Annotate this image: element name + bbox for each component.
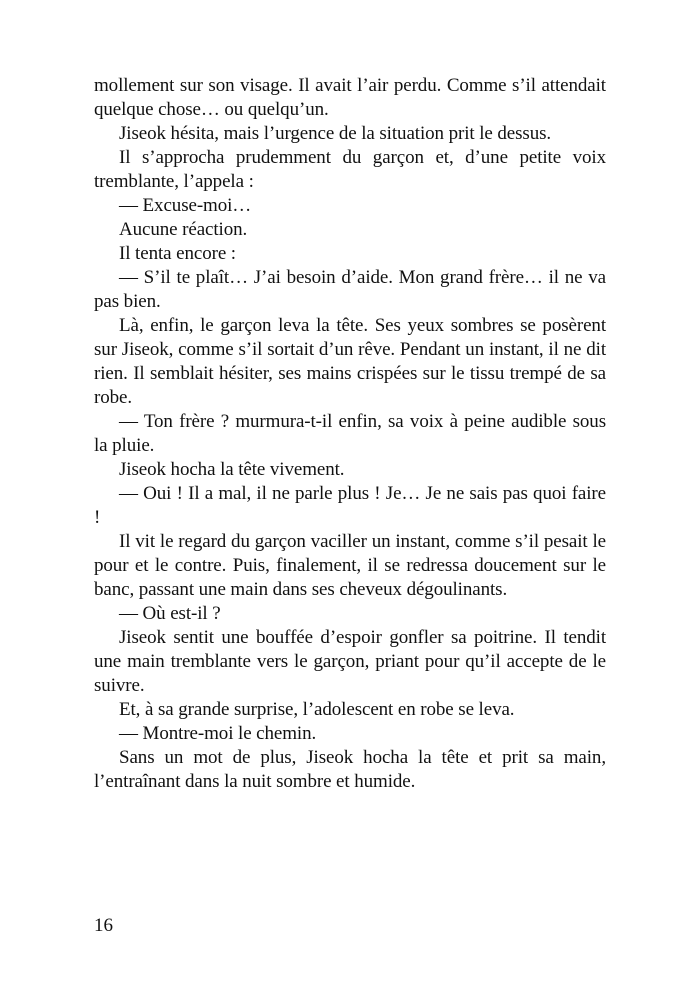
paragraph: Il vit le regard du garçon vaciller un instant, comme s’il pesait le pour et le contre. Puis, finalement, il se redressa doucement sur le banc, passant une main dans ses cheveux dégoulinants. bbox=[94, 531, 606, 600]
paragraph: Et, à sa grande surprise, l’adolescent en robe se leva. bbox=[119, 699, 515, 720]
paragraph: — Oui ! Il a mal, il ne parle plus ! Je… Je ne sais pas quoi faire ! bbox=[94, 483, 606, 528]
paragraph: mollement sur son visage. Il avait l’air perdu. Comme s’il attendait quelque chose… ou quelqu’un. bbox=[94, 75, 606, 120]
paragraph: — Montre-moi le chemin. bbox=[119, 723, 317, 744]
paragraph: Jiseok hésita, mais l’urgence de la situation prit le dessus. bbox=[119, 123, 552, 144]
paragraph: — S’il te plaît… J’ai besoin d’aide. Mon grand frère… il ne va pas bien. bbox=[94, 267, 606, 312]
paragraph: Il s’approcha prudemment du garçon et, d’une petite voix tremblante, l’appela : bbox=[94, 147, 606, 192]
paragraph: — Ton frère ? murmura-t-il enfin, sa voix à peine audible sous la pluie. bbox=[94, 411, 606, 456]
body-text bbox=[94, 74, 606, 794]
paragraph: Jiseok hocha la tête vivement. bbox=[119, 459, 345, 480]
page-number: 16 bbox=[94, 915, 113, 936]
paragraph: — Où est-il ? bbox=[119, 603, 221, 624]
paragraph: Aucune réaction. bbox=[119, 219, 248, 240]
paragraph: — Excuse-moi… bbox=[119, 195, 252, 216]
paragraph: Jiseok sentit une bouffée d’espoir gonfler sa poitrine. Il tendit une main tremblante vers le garçon, priant pour qu’il accepte de le suivre. bbox=[94, 627, 606, 696]
paragraph: Sans un mot de plus, Jiseok hocha la tête et prit sa main, l’entraînant dans la nuit sombre et humide. bbox=[94, 747, 606, 792]
paragraph: Là, enfin, le garçon leva la tête. Ses yeux sombres se posèrent sur Jiseok, comme s’il sortait d’un rêve. Pendant un instant, il ne dit rien. Il semblait hésiter, ses mains crispées sur le tissu trempé de sa robe. bbox=[94, 315, 606, 408]
paragraph: Il tenta encore : bbox=[119, 243, 236, 264]
